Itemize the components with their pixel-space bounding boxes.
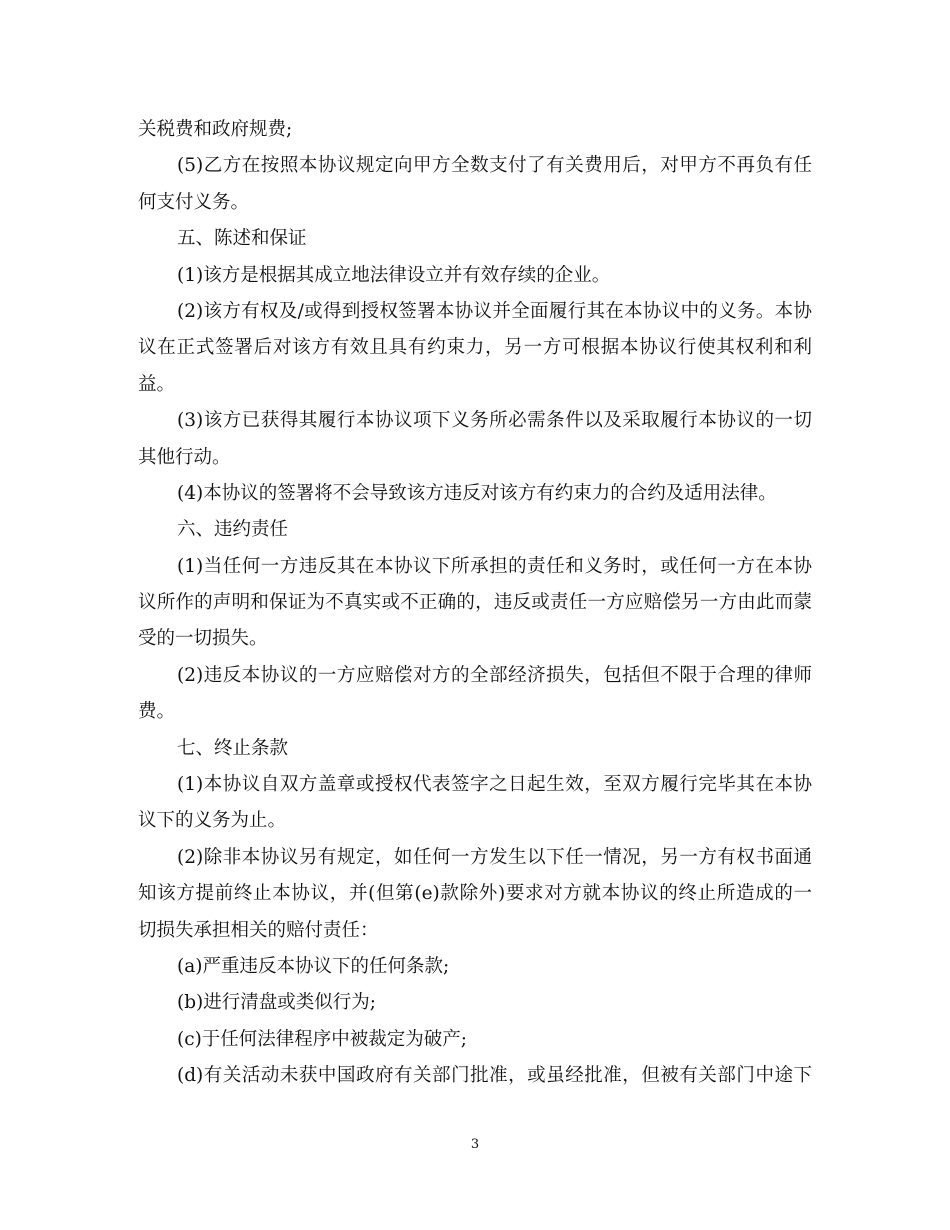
text-line: (1)该方是根据其成立地法律设立并有效存续的企业。 [177, 264, 611, 286]
text-line: 议下的义务为止。 [138, 810, 287, 832]
clause [138, 840, 812, 949]
page-number: 3 [470, 1137, 480, 1152]
text-line: (3)该方已获得其履行本协议项下义务所必需条件以及采取履行本协议的一切 [177, 410, 812, 432]
clause [138, 767, 812, 840]
text-line: 知该方提前终止本协议，并(但第(e)款除外)要求对方就本协议的终止所造成的一 [138, 883, 812, 905]
text-line: 议在正式签署后对该方有效且具有约束力，另一方可根据本协议行使其权利和利 [138, 337, 812, 359]
text-line: (1)当任何一方违反其在本协议下所承担的责任和义务时，或任何一方在本协 [177, 555, 812, 577]
text-line: (d)有关活动未获中国政府有关部门批准，或虽经批准，但被有关部门中途下 [177, 1065, 812, 1087]
text-line: 其他行动。 [138, 446, 231, 468]
clause [138, 658, 812, 731]
clause [138, 549, 812, 658]
clause [138, 294, 812, 403]
sub-clause [138, 1022, 812, 1058]
text-line: (c)于任何法律程序中被裁定为破产; [177, 1028, 468, 1050]
section-heading [138, 731, 812, 767]
section-heading [138, 221, 812, 257]
sub-clause [138, 949, 812, 985]
text-line: 费。 [138, 701, 176, 723]
text-line: (5)乙方在按照本协议规定向甲方全数支付了有关费用后，对甲方不再负有任 [177, 155, 812, 177]
text-line: (2)除非本协议另有规定，如任何一方发生以下任一情况，另一方有权书面通 [177, 846, 812, 868]
section-heading [138, 512, 812, 548]
text-line: (2)违反本协议的一方应赔偿对方的全部经济损失，包括但不限于合理的律师 [177, 664, 812, 686]
clause [138, 148, 812, 221]
text-line: (1)本协议自双方盖章或授权代表签字之日起生效，至双方履行完毕其在本协 [177, 774, 812, 796]
text-line: 何支付义务。 [138, 191, 250, 213]
document-body [138, 112, 812, 1095]
clause [138, 403, 812, 476]
text-line: 益。 [138, 373, 176, 395]
text-line: (2)该方有权及/或得到授权签署本协议并全面履行其在本协议中的义务。本协 [177, 300, 812, 322]
text-line: 五、陈述和保证 [177, 228, 307, 250]
text-line: 六、违约责任 [177, 519, 289, 541]
text-line: 受的一切损失。 [138, 628, 268, 650]
text-line: 议所作的声明和保证为不真实或不正确的，违反或责任一方应赔偿另一方由此而蒙 [138, 592, 812, 614]
text-line: 切损失承担相关的赔付责任： [138, 919, 379, 941]
text-line: (a)严重违反本协议下的任何条款; [177, 955, 450, 977]
text-line: (4)本协议的签署将不会导致该方违反对该方有约束力的合约及适用法律。 [177, 482, 777, 504]
clause [138, 476, 812, 512]
clause-continuation [138, 112, 812, 148]
clause [138, 258, 812, 294]
text-line: 七、终止条款 [177, 737, 289, 759]
sub-clause [138, 985, 812, 1021]
sub-clause [138, 1058, 812, 1094]
text-line: (b)进行清盘或类似行为; [177, 992, 377, 1014]
text-line: 关税费和政府规费; [138, 119, 293, 140]
